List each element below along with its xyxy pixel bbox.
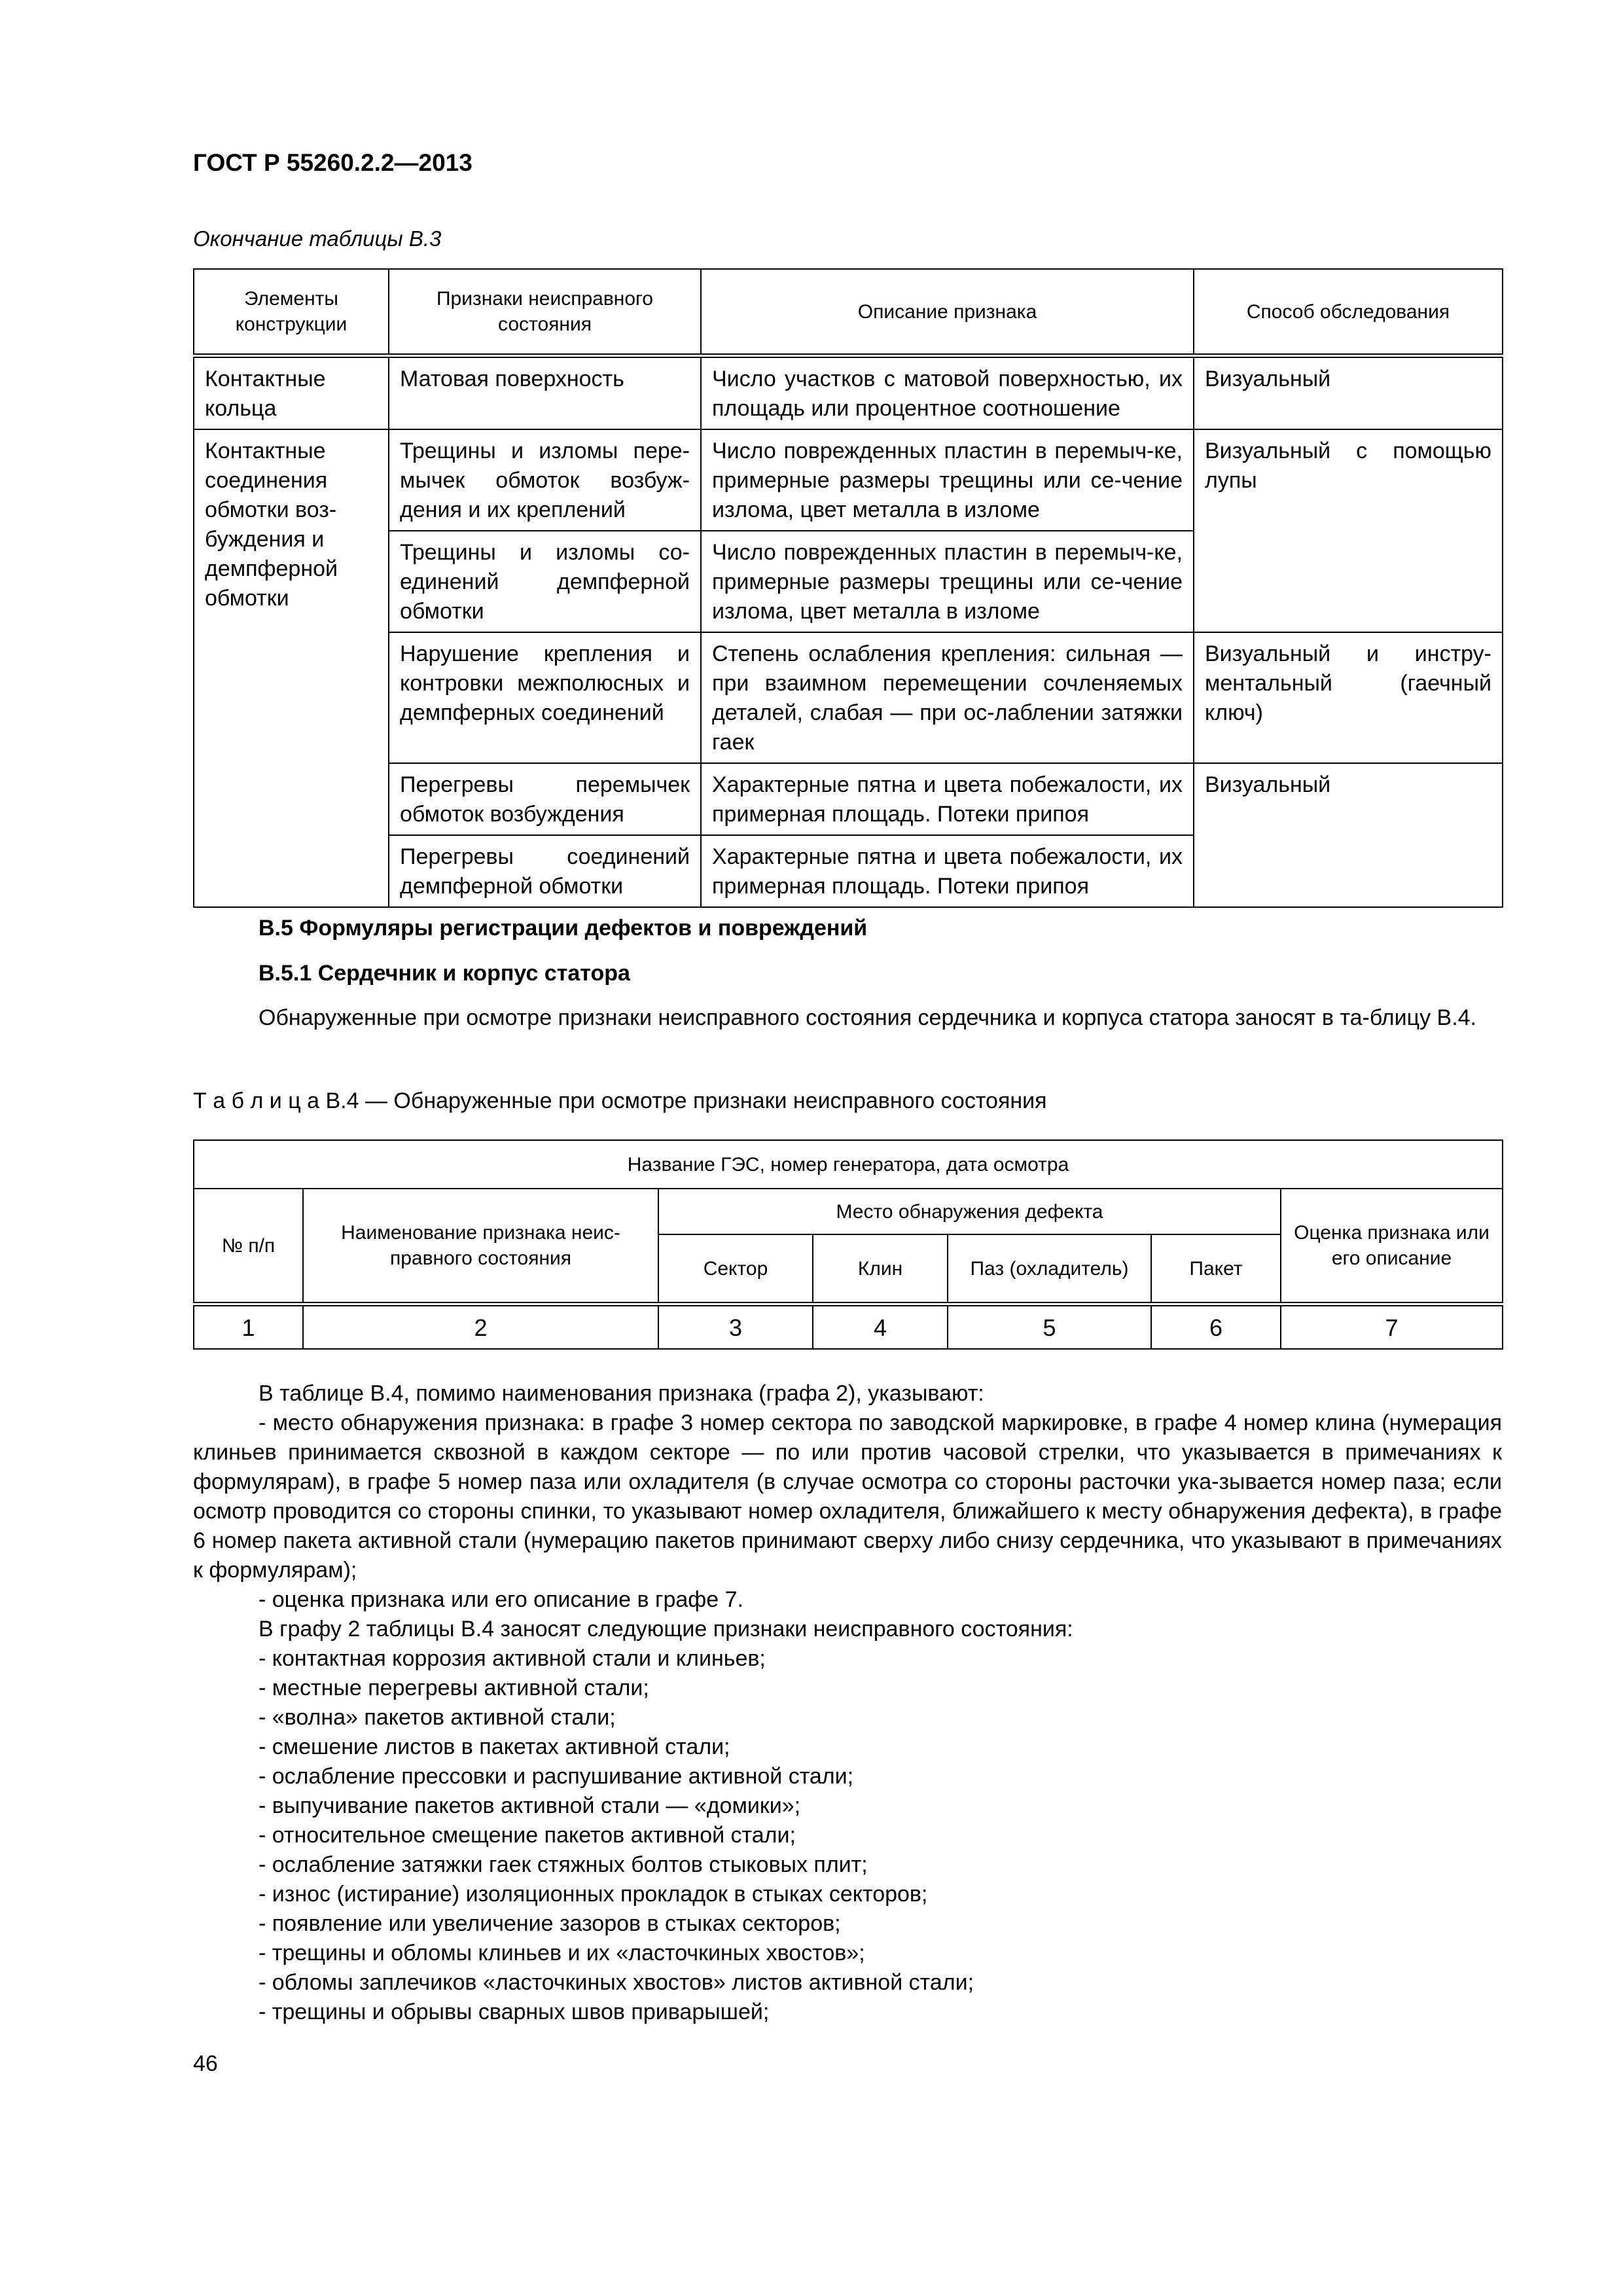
section-b5-title: В.5 Формуляры регистрации дефектов и повреждений (259, 916, 868, 941)
table-row (194, 632, 1503, 763)
list-item: - местные перегревы активной стали; (259, 1676, 649, 1700)
sign-cell: Матовая поверхность (389, 356, 701, 430)
header-cell: Способ обследования (1194, 269, 1503, 356)
sign-cell: Трещины и изломы со-единений демпферной обмотки (389, 531, 701, 632)
table-header-row (194, 1189, 1503, 1234)
method-cell: Визуальный (1194, 356, 1503, 430)
description-cell: Степень ослабления крепления: сильная — при взаимном перемещении сочленяемых деталей, слабая — при ос-лаблении затяжки гаек (701, 632, 1194, 763)
sign-cell: Перегревы соединений демпферной обмотки (389, 835, 701, 907)
table-b3 (193, 268, 1503, 908)
section-b51-paragraph: Обнаруженные при осмотре признаки неисправного состояния сердечника и корпуса статора заносят в та-блицу В.4. (259, 1005, 1477, 1030)
method-cell: Визуальный (1194, 763, 1503, 907)
body-paragraph: - оценка признака или его описание в графе 7. (259, 1587, 743, 1612)
list-item: - относительное смещение пакетов активной стали; (259, 1823, 796, 1848)
list-item: - износ (истирание) изоляционных прокладок в стыках секторов; (259, 1882, 928, 1907)
table-header-row (194, 269, 1503, 356)
column-number: 7 (1281, 1304, 1503, 1350)
element-cell: Контактные кольца (194, 356, 389, 430)
sign-cell: Перегревы перемычек обмоток возбуждения (389, 763, 701, 835)
body-paragraph: В графу 2 таблицы В.4 заносят следующие признаки неисправного состояния: (259, 1617, 1073, 1641)
table-b4-caption (193, 1088, 1047, 1114)
subheader-cell: Клин (813, 1234, 948, 1304)
table-title-row (194, 1140, 1503, 1189)
header-cell: Признаки неисправного состояния (389, 269, 701, 356)
sign-cell: Трещины и изломы пере-мычек обмоток возбуж-дения и их креплений (389, 429, 701, 531)
column-number: 1 (194, 1304, 303, 1350)
table-row (194, 763, 1503, 835)
column-number: 4 (813, 1304, 948, 1350)
list-item: - ослабление затяжки гаек стяжных болтов стыковых плит; (259, 1852, 868, 1877)
list-item: - трещины и обломы клиньев и их «ласточкиных хвостов»; (259, 1941, 865, 1965)
table-b4-caption-label: Т а б л и ц а (193, 1088, 320, 1113)
table-row (194, 356, 1503, 430)
list-item: - ослабление прессовки и распушивание активной стали; (259, 1764, 854, 1789)
header-cell: Место обнаружения дефекта (658, 1189, 1281, 1234)
column-number-row (194, 1304, 1503, 1350)
table-b3-caption: Окончание таблицы В.3 (193, 226, 442, 251)
method-cell: Визуальный и инстру-ментальный (гаечный ключ) (1194, 632, 1503, 763)
list-item: - выпучивание пакетов активной стали — «домики»; (259, 1793, 801, 1818)
subheader-cell: Сектор (658, 1234, 813, 1304)
description-cell: Характерные пятна и цвета побежалости, их примерная площадь. Потеки припоя (701, 763, 1194, 835)
list-item: - обломы заплечиков «ласточкиных хвостов» листов активной стали; (259, 1970, 974, 1995)
body-paragraph: - место обнаружения признака: в графе 3 номер сектора по заводской маркировке, в графе 4 номер клина (нумерация клиньев принимается сквозной в каждом секторе — по или против часовой стрелки, что указывается в примечаниях к формулярам), в графе 5 номер паза или охладителя (в случае осмотра со стороны расточки ука-зывается номер паза; если осмотр проводится со стороны спинки, то указывают номер охладителя, ближайшего к месту обнаружения дефекта), в графе 6 номер пакета активной стали (нумерацию пакетов принимают сверху либо снизу сердечника, что указывают в примечаниях к формулярам); (193, 1410, 1502, 1583)
method-cell: Визуальный с помощью лупы (1194, 429, 1503, 632)
column-number: 6 (1151, 1304, 1281, 1350)
list-item: - контактная коррозия активной стали и клиньев; (259, 1646, 766, 1671)
column-number: 2 (303, 1304, 658, 1350)
column-number: 3 (658, 1304, 813, 1350)
description-cell: Число участков с матовой поверхностью, их площадь или процентное соотношение (701, 356, 1194, 430)
header-cell: Оценка признака или его описание (1281, 1189, 1503, 1304)
header-cell: Наименование признака неис-правного состояния (303, 1189, 658, 1304)
description-cell: Число поврежденных пластин в перемыч-ке, примерные размеры трещины или се-чение излома, цвет металла в изломе (701, 429, 1194, 531)
section-b51-title: В.5.1 Сердечник и корпус статора (259, 961, 630, 986)
document-header: ГОСТ Р 55260.2.2—2013 (193, 149, 473, 176)
list-item: - трещины и обрывы сварных швов приварышей; (259, 2000, 770, 2024)
table-row (194, 429, 1503, 531)
sign-cell: Нарушение крепления и контровки межполюсных и демпферных соединений (389, 632, 701, 763)
title-cell: Название ГЭС, номер генератора, дата осмотра (194, 1140, 1503, 1189)
list-item: - появление или увеличение зазоров в стыках секторов; (259, 1911, 841, 1936)
body-text (193, 1379, 1502, 2027)
list-item: - смешение листов в пакетах активной стали; (259, 1734, 730, 1759)
element-cell: Контактные соединения обмотки воз-буждения и демпферной обмотки (194, 429, 389, 907)
subheader-cell: Пакет (1151, 1234, 1281, 1304)
table-b4 (193, 1139, 1503, 1350)
header-cell: Описание признака (701, 269, 1194, 356)
description-cell: Число поврежденных пластин в перемыч-ке, примерные размеры трещины или се-чение излома, цвет металла в изломе (701, 531, 1194, 632)
body-paragraph: В таблице В.4, помимо наименования признака (графа 2), указывают: (259, 1381, 984, 1406)
page-number: 46 (193, 2051, 218, 2076)
header-cell: № п/п (194, 1189, 303, 1304)
header-cell: Элементы конструкции (194, 269, 389, 356)
table-b4-caption-text: В.4 — Обнаруженные при осмотре признаки неисправного состояния (325, 1088, 1047, 1113)
list-item: - «волна» пакетов активной стали; (259, 1705, 616, 1730)
subheader-cell: Паз (охладитель) (948, 1234, 1151, 1304)
column-number: 5 (948, 1304, 1151, 1350)
description-cell: Характерные пятна и цвета побежалости, их примерная площадь. Потеки припоя (701, 835, 1194, 907)
